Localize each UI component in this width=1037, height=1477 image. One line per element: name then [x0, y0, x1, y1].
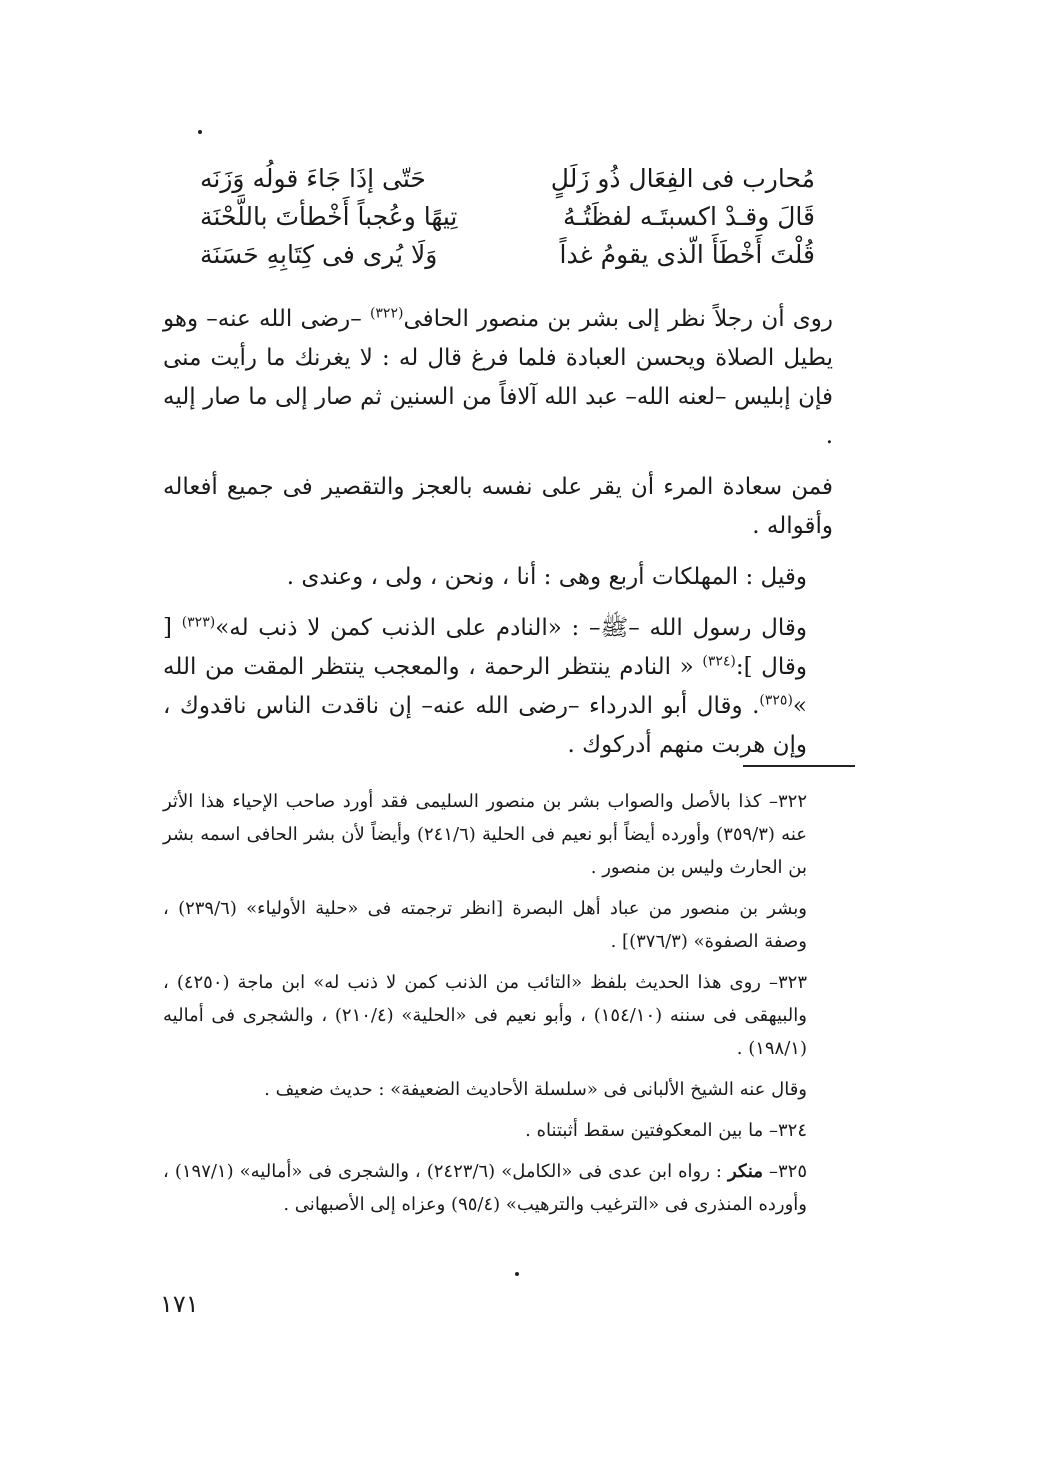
page-speck	[198, 130, 202, 134]
footnote-322-continued: وبشر بن منصور من عباد أهل البصرة [انظر ترجمته فى «حلية الأولياء» (٢٣٩/٦) ، وصفة الصفوة» (٣٧٦/٣)] .	[163, 898, 807, 952]
footnote-separator	[743, 765, 855, 767]
footnote-322: ٣٢٢– كذا بالأصل والصواب بشر بن منصور السليمى فقد أورد صاحب الإحياء هذا الأثر عنه (٣٥٩/٣) وأورده أيضاً أبو نعيم فى الحلية (٢٤١/٦) وأيضاً لأن بشر الحافى اسمه بشر بن الحارث وليس بن منصور .	[163, 791, 807, 878]
paragraph-text: وقال رسول الله –ﷺ– : «النادم على الذنب كمن لا ذنب له»	[215, 615, 807, 641]
verse-left-hemistich: تِيهًا وعُجباً أَخْطأتَ باللَّحْنَة	[200, 202, 458, 231]
footnote-number: ٣٢٥–	[762, 1161, 808, 1182]
verse-line	[200, 160, 815, 198]
footnote-ref-324: (٣٢٤)	[702, 653, 736, 670]
verse-line	[200, 198, 815, 236]
poem	[200, 160, 815, 274]
footnote-323-continued: وقال عنه الشيخ الألبانى فى «سلسلة الأحاديث الضعيفة» : حديث ضعيف .	[264, 1079, 807, 1100]
footnote-ref-322: (٣٢٢)	[369, 305, 404, 322]
paragraph-bishr	[163, 300, 833, 456]
verse-right-hemistich: قُلْتَ أَخْطَأَ الّذى يقومُ غداً	[559, 240, 815, 269]
paragraph-hadith	[163, 609, 833, 765]
paragraph-destroyers: وقيل : المهلكات أربع وهى : أنا ، ونحن ، ولى ، وعندى .	[286, 564, 807, 590]
footnote-grade: منكر	[728, 1161, 763, 1182]
paragraph-text: « النادم ينتظر الرحمة ، والمعجب ينتظر المقت من الله »	[163, 654, 807, 719]
footnotes	[163, 785, 833, 1229]
verse-line	[200, 236, 815, 274]
paragraph-text: [ وقال ]:	[163, 615, 808, 680]
verse-left-hemistich: حَتّى إذَا جَاءَ قولُه وَزَنَه	[200, 164, 426, 193]
paragraph-text: . وقال أبو الدرداء –رضى الله عنه– إن ناقدت الناس ناقدوك ، وإن هربت منهم أدركوك .	[163, 693, 807, 758]
paragraph-text: –رضى الله عنه– وهو يطيل الصلاة ويحسن العبادة فلما فرغ قال له : لا يغرنك ما رأيت منى فإن إبليس –لعنه الله– عبد الله آلافاً من السنين ثم صار إلى ما صار إليه .	[163, 306, 833, 449]
verse-right-hemistich: مُحارب فى الفِعَال ذُو زَلَلٍ	[550, 164, 815, 193]
paragraph-text: روى أن رجلاً نظر إلى بشر بن منصور الحافى	[403, 306, 833, 332]
page-number: ١٧١	[160, 1290, 199, 1318]
page-speck	[515, 1272, 519, 1276]
footnote-ref-325: (٣٢٥)	[759, 692, 793, 709]
footnote-ref-323: (٣٢٣)	[181, 614, 216, 631]
footnote-325	[163, 1155, 833, 1221]
paragraph-happiness: فمن سعادة المرء أن يقر على نفسه بالعجز والتقصير فى جميع أفعاله وأقواله .	[163, 474, 833, 539]
footnote-324: ٣٢٤– ما بين المعكوفتين سقط أثبتناه .	[525, 1120, 807, 1141]
footnote-text: : رواه ابن عدى فى «الكامل» (٢٤٢٣/٦) ، والشجرى فى «أماليه» (١٩٧/١) ، وأورده المنذرى فى «الترغيب والترهيب» (٩٥/٤) وعزاه إلى الأصبهانى .	[163, 1161, 807, 1215]
verse-right-hemistich: قَالَ وقـدْ اكسبتَـه لفظَتُـهُ	[562, 202, 815, 231]
main-text	[163, 300, 833, 777]
verse-left-hemistich: وَلَا يُرى فى كِتَابِهِ حَسَنَة	[200, 240, 438, 269]
footnote-323: ٣٢٣– روى هذا الحديث بلفظ «التائب من الذنب كمن لا ذنب له» ابن ماجة (٤٢٥٠) ، والبيهقى فى سننه (١٥٤/١٠) ، وأبو نعيم فى «الحلية» (٢١٠/٤) ، والشجرى فى أماليه (١٩٨/١) .	[163, 972, 807, 1059]
